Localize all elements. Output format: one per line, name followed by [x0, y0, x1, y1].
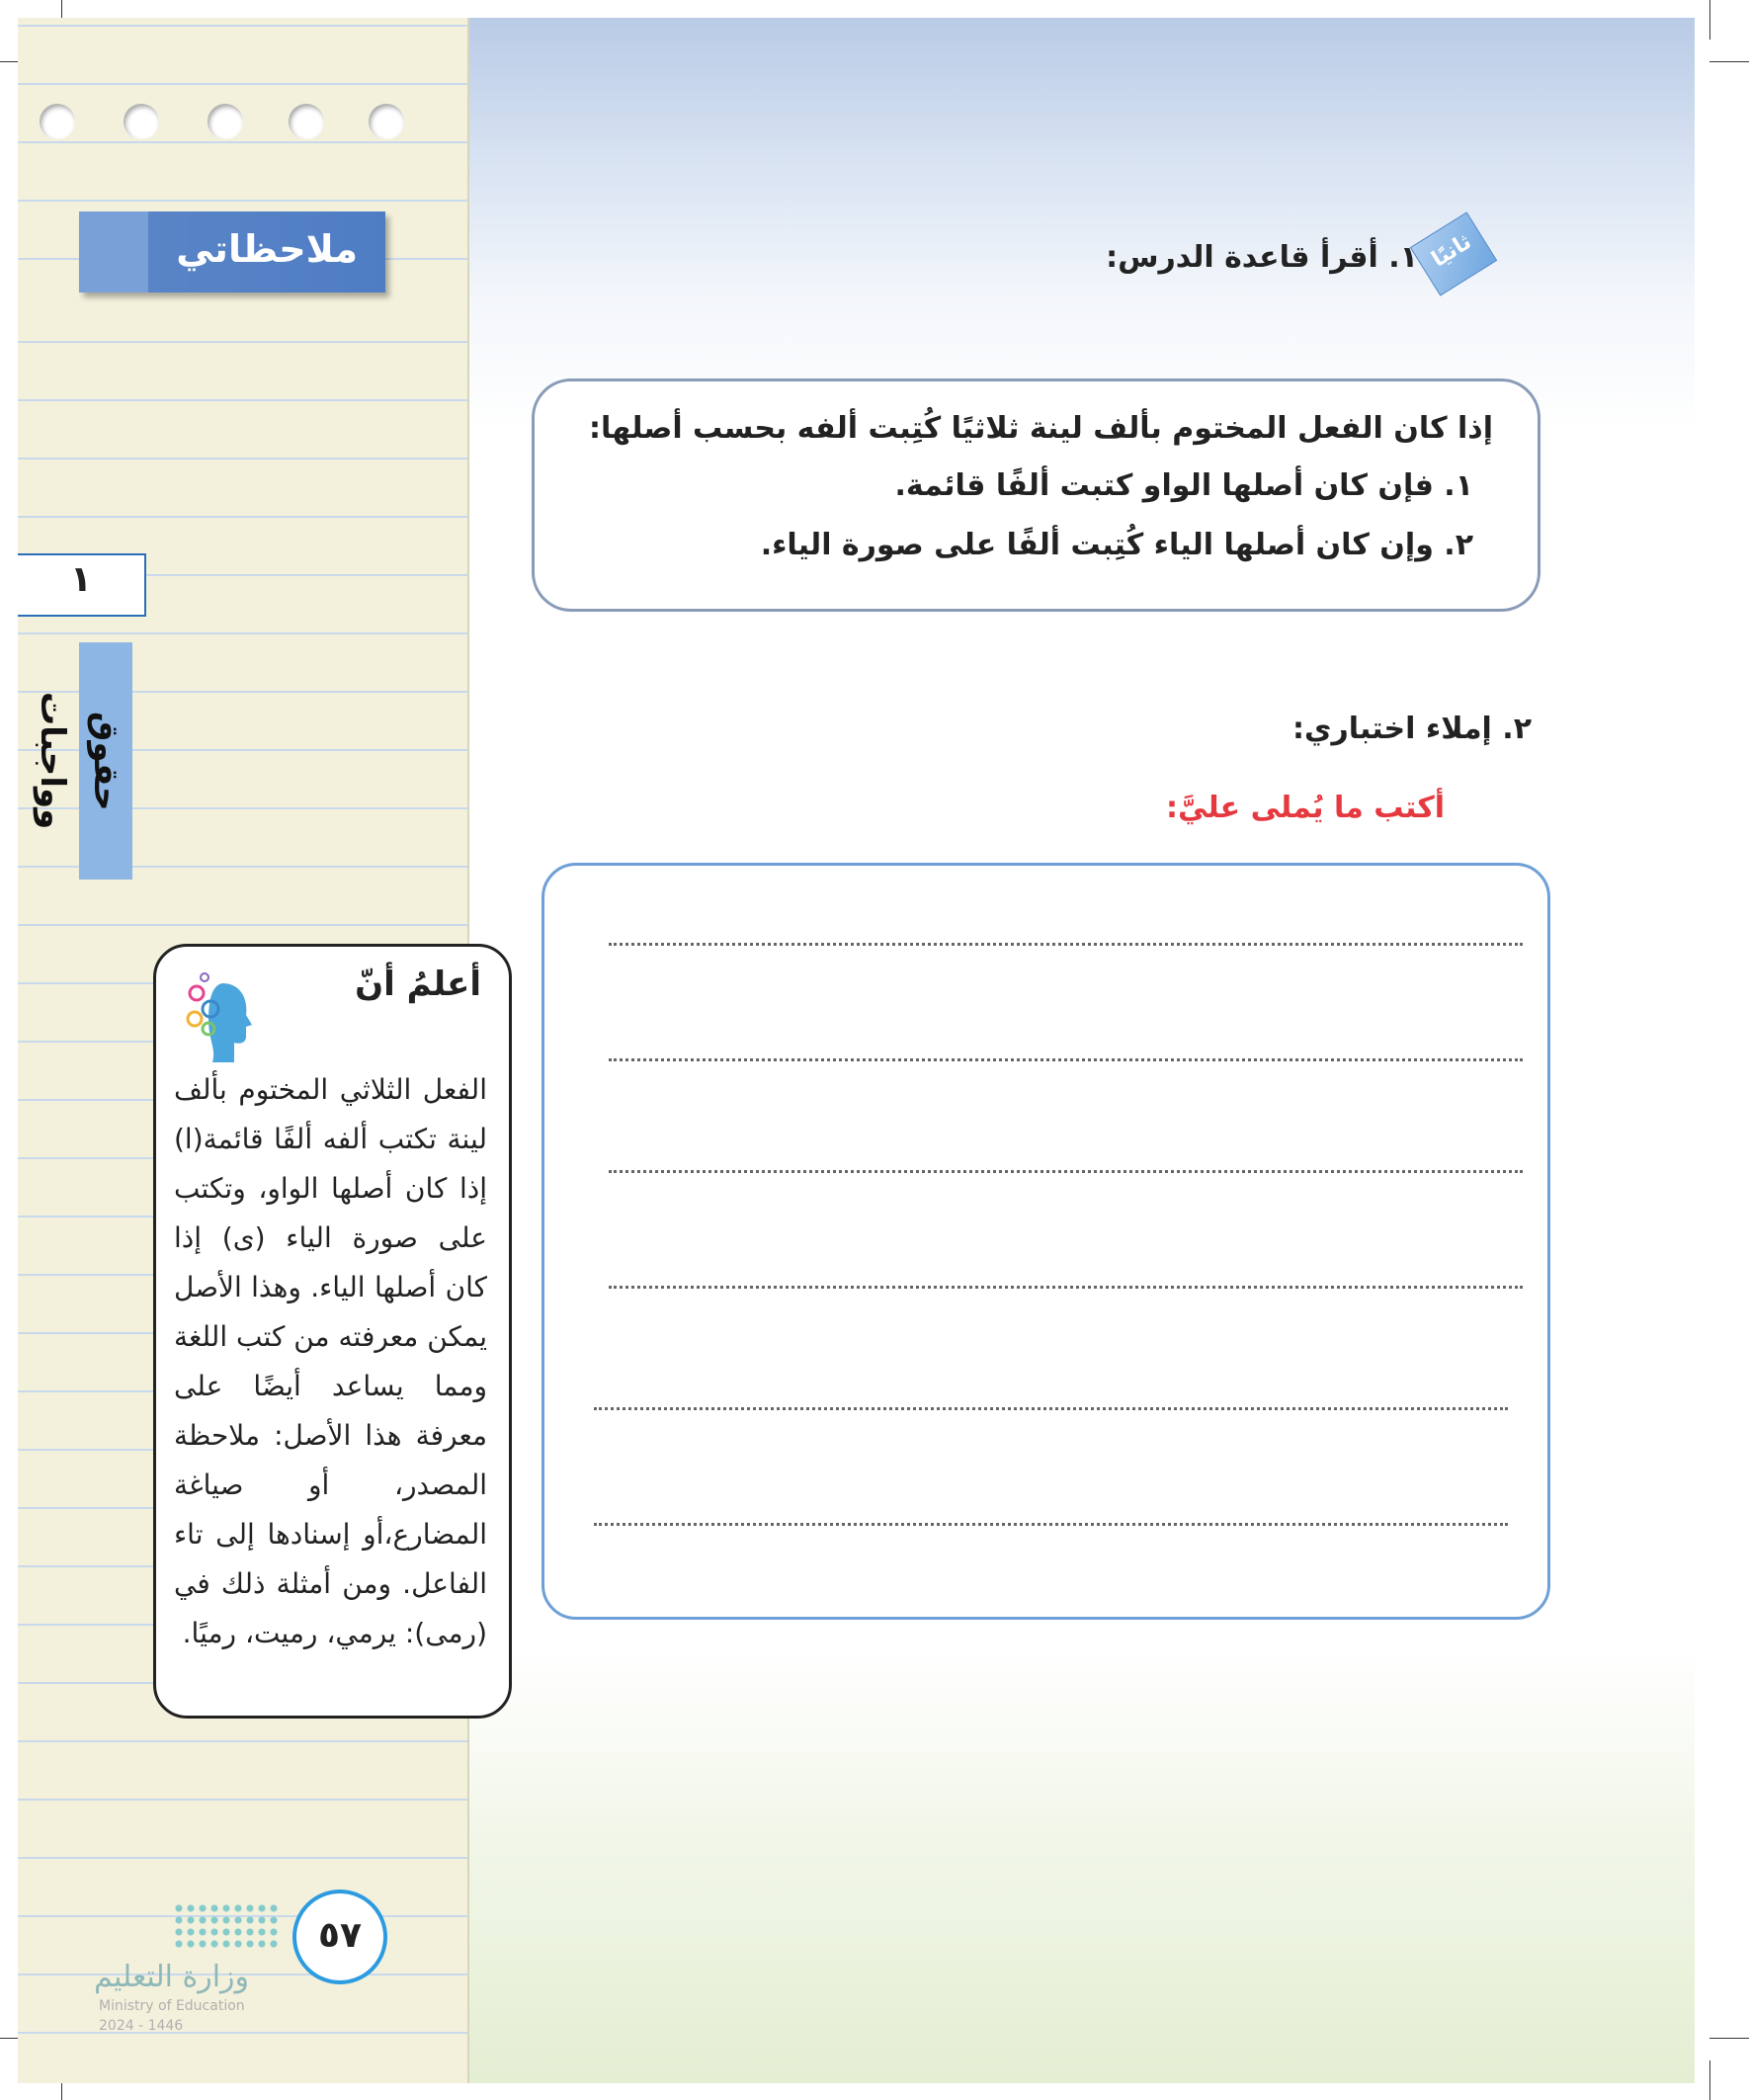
rule-box — [532, 378, 1541, 612]
edition-year: 2024 - 1446 — [99, 2018, 184, 2034]
crop-mark — [1709, 61, 1749, 62]
binder-hole — [369, 104, 404, 139]
section-tag-text: ثانيًا — [1427, 229, 1476, 273]
rule-item-1: ١. فإن كان أصلها الواو كتبت ألفًا قائمة. — [894, 468, 1473, 503]
writing-line[interactable] — [594, 1523, 1508, 1526]
ministry-name-en: Ministry of Education — [99, 1998, 245, 2014]
page-number: ٥٧ — [318, 1915, 362, 1956]
dictation-instruction: أكتب ما يُملى عليَّ: — [1166, 791, 1445, 825]
rule-item-2: ٢. وإن كان أصلها الياء كُتِبت ألفًا على صورة الياء. — [760, 528, 1473, 562]
writing-line[interactable] — [609, 1286, 1523, 1289]
writing-line[interactable] — [609, 943, 1523, 946]
crop-mark — [1709, 0, 1710, 40]
crop-mark — [1709, 2060, 1710, 2100]
page-number-circle — [292, 1890, 387, 1984]
know-that-title: أعلمُ أنّ — [355, 965, 481, 1004]
section1-heading: ١. أقرأ قاعدة الدرس: — [1106, 240, 1418, 275]
writing-line[interactable] — [609, 1170, 1523, 1173]
ministry-name-ar: وزارة التعليم — [94, 1960, 250, 1994]
binder-hole — [40, 104, 75, 139]
rule-intro: إذا كان الفعل المختوم بألف لينة ثلاثيًا كُتِبت ألفه بحسب أصلها: — [589, 411, 1493, 446]
head-gears-icon — [183, 964, 252, 1072]
binder-hole — [289, 104, 324, 139]
unit-number-box — [18, 553, 146, 617]
notes-label — [79, 211, 385, 293]
notes-label-text: ملاحظاتي — [176, 227, 358, 271]
unit-number: ١ — [70, 559, 92, 600]
binder-hole — [208, 104, 243, 139]
know-that-paragraph: الفعل الثلاثي المختوم بألف لينة تكتب ألفه ألفًا قائمة(ا) إذا كان أصلها الواو، وتكتب على صورة الياء (ى) إذا كان أصلها الياء. وهذا الأصل يمكن معرفته من كتب اللغة ومما يساعد أيضًا على معرفة هذا الأصل: ملاحظة المصدر، أو صياغة المضارع،أو إسنادها إلى تاء الفاعل. ومن أمثلة ذلك في (رمى): يرمي، رميت، رميًا. — [174, 1073, 487, 1649]
crop-mark — [1709, 2038, 1749, 2039]
ministry-logo-dots — [173, 1902, 282, 1952]
binder-hole — [124, 104, 159, 139]
unit-title: حقوق وواجبات — [79, 642, 132, 880]
writing-line[interactable] — [609, 1058, 1523, 1061]
writing-line[interactable] — [594, 1407, 1508, 1410]
section2-heading: ٢. إملاء اختباري: — [1292, 712, 1532, 746]
dictation-writing-box[interactable] — [541, 863, 1550, 1620]
